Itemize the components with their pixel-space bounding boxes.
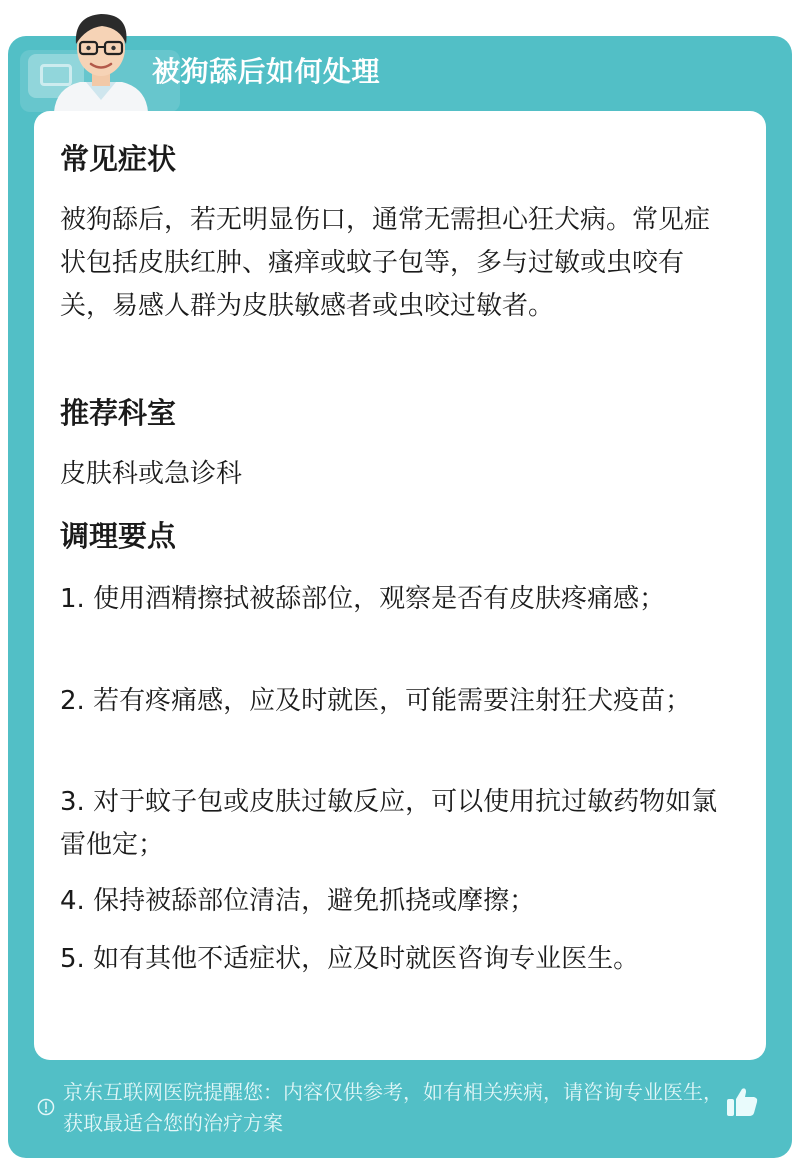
symptoms-text: 被狗舔后，若无明显伤口，通常无需担心狂犬病。常见症状包括皮肤红肿、瘙痒或蚊子包等，多与过敏或虫咬有关，易感人群为皮肤敏感者或虫咬过敏者。 xyxy=(60,205,711,321)
page-title: 被狗舔后如何处理 xyxy=(152,55,381,88)
care-item: 1. 使用酒精擦拭被舔部位，观察是否有皮肤疼痛感； xyxy=(60,584,666,614)
info-icon xyxy=(37,1098,55,1116)
department-text: 皮肤科或急诊科 xyxy=(60,459,243,489)
thumbs-up-icon[interactable] xyxy=(724,1084,760,1120)
care-item: 2. 若有疼痛感，应及时就医，可能需要注射狂犬疫苗； xyxy=(60,686,692,716)
care-item: 3. 对于蚊子包或皮肤过敏反应，可以使用抗过敏药物如氯雷他定； xyxy=(60,787,718,860)
care-item: 4. 保持被舔部位清洁，避免抓挠或摩擦； xyxy=(60,886,536,916)
doctor-avatar-icon xyxy=(46,4,156,112)
section-title-symptoms: 常见症状 xyxy=(60,142,177,176)
care-item: 5. 如有其他不适症状，应及时就医咨询专业医生。 xyxy=(60,944,640,974)
section-title-care: 调理要点 xyxy=(60,519,177,553)
section-title-department: 推荐科室 xyxy=(60,396,177,430)
disclaimer-text: 京东互联网医院提醒您：内容仅供参考，如有相关疾病，请咨询专业医生，获取最适合您的治疗方案 xyxy=(63,1080,723,1135)
